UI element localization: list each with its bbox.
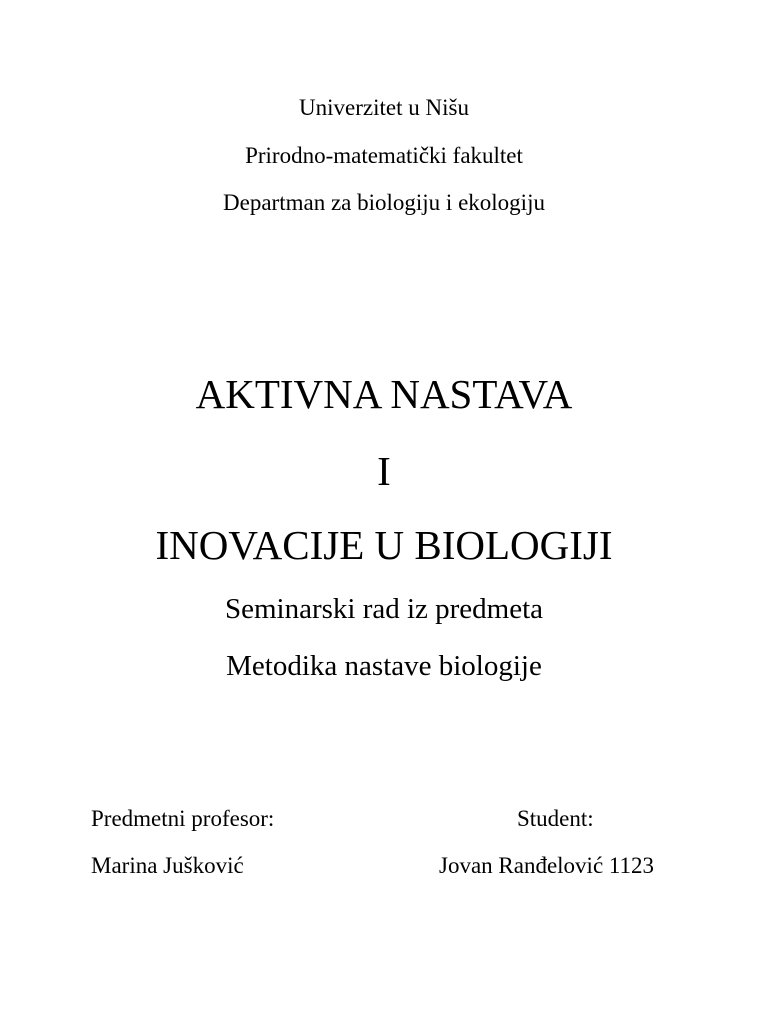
subtitle-course-name: Metodika nastave biologije: [226, 650, 542, 682]
title-line-2: I: [377, 448, 391, 494]
university-name: Univerzitet u Nišu: [299, 95, 469, 120]
professor-label: Predmetni profesor:: [91, 806, 275, 831]
student-label: Student:: [517, 806, 594, 831]
title-line-1: AKTIVNA NASTAVA: [195, 371, 573, 417]
title-line-3: INOVACIJE U BIOLOGIJI: [155, 522, 613, 568]
student-name: Jovan Ranđelović 1123: [439, 853, 655, 878]
department-name: Departman za biologiju i ekologiju: [223, 190, 545, 215]
faculty-name: Prirodno-matematički fakultet: [245, 143, 523, 168]
subtitle-line-1: Seminarski rad iz predmeta: [224, 593, 544, 625]
professor-name: Marina Jušković: [91, 853, 244, 878]
